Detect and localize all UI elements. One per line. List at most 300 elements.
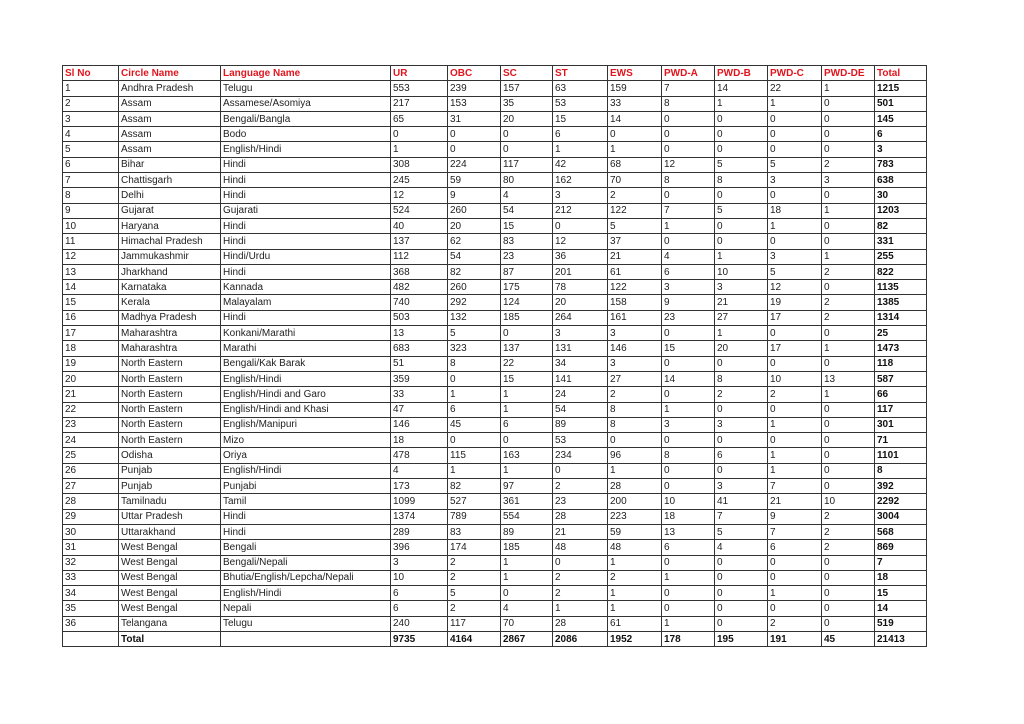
cell-total: 869 — [875, 540, 927, 555]
cell-language-name: Assamese/Asomiya — [221, 96, 391, 111]
cell-language-name: Hindi — [221, 264, 391, 279]
cell-language-name: Hindi — [221, 509, 391, 524]
cell-obc: 2 — [448, 555, 501, 570]
cell-ur: 40 — [391, 218, 448, 233]
cell-pwd-b: 2 — [715, 387, 768, 402]
cell-language-name: Hindi — [221, 524, 391, 539]
cell-ews: 122 — [608, 280, 662, 295]
cell-language-name: English/Manipuri — [221, 417, 391, 432]
cell-ur: 65 — [391, 111, 448, 126]
cell-circle-name: Assam — [119, 142, 221, 157]
cell-pwd-b: 5 — [715, 524, 768, 539]
cell-ews: 3 — [608, 356, 662, 371]
cell-sc: 6 — [501, 417, 553, 432]
cell-pwd-de: 0 — [822, 463, 875, 478]
table-row — [63, 540, 927, 555]
column-header-language-name: Language Name — [221, 66, 391, 81]
cell-pwd-c: 5 — [768, 157, 822, 172]
cell-pwd-a: 14 — [662, 371, 715, 386]
cell-ews: 1 — [608, 555, 662, 570]
table-row — [63, 371, 927, 386]
cell-sl-no: 36 — [63, 616, 119, 631]
cell-pwd-de: 10 — [822, 494, 875, 509]
cell-obc: 9 — [448, 188, 501, 203]
cell-obc: 6 — [448, 402, 501, 417]
cell-circle-name: West Bengal — [119, 540, 221, 555]
cell-pwd-a: 15 — [662, 341, 715, 356]
column-header-sc: SC — [501, 66, 553, 81]
cell-total: 568 — [875, 524, 927, 539]
cell-pwd-b: 41 — [715, 494, 768, 509]
cell-circle-name: Telangana — [119, 616, 221, 631]
cell-pwd-a: 0 — [662, 234, 715, 249]
cell-language-name: Hindi — [221, 218, 391, 233]
table-row — [63, 570, 927, 585]
cell-sc: 4 — [501, 188, 553, 203]
column-header-obc: OBC — [448, 66, 501, 81]
cell-obc: 62 — [448, 234, 501, 249]
cell-pwd-c: 3 — [768, 249, 822, 264]
cell-pwd-a: 9 — [662, 295, 715, 310]
cell-circle-name: West Bengal — [119, 570, 221, 585]
cell-language-name: English/Hindi — [221, 463, 391, 478]
cell-obc: 5 — [448, 326, 501, 341]
cell-pwd-de: 0 — [822, 280, 875, 295]
cell-language-name: Nepali — [221, 601, 391, 616]
column-header-sl-no: Sl No — [63, 66, 119, 81]
cell-sl-no: 7 — [63, 173, 119, 188]
cell-st: 234 — [553, 448, 608, 463]
cell-obc: 0 — [448, 433, 501, 448]
cell-pwd-de: 2 — [822, 310, 875, 325]
cell-sc: 0 — [501, 433, 553, 448]
cell-sc: 54 — [501, 203, 553, 218]
cell-ur: 740 — [391, 295, 448, 310]
cell-pwd-c: 2 — [768, 616, 822, 631]
cell-obc: 260 — [448, 280, 501, 295]
cell-pwd-a: 0 — [662, 356, 715, 371]
cell-st: 0 — [553, 463, 608, 478]
cell-pwd-c: 0 — [768, 570, 822, 585]
cell-pwd-a: 3 — [662, 280, 715, 295]
cell-ur: 289 — [391, 524, 448, 539]
cell-ews: 2 — [608, 570, 662, 585]
column-header-pwd-de: PWD-DE — [822, 66, 875, 81]
cell-pwd-de: 0 — [822, 601, 875, 616]
cell-ur: 173 — [391, 479, 448, 494]
cell-pwd-c: 0 — [768, 234, 822, 249]
cell-ur: 1099 — [391, 494, 448, 509]
cell-pwd-a: 0 — [662, 479, 715, 494]
cell-sc: 35 — [501, 96, 553, 111]
cell-st: 89 — [553, 417, 608, 432]
cell-ur: 482 — [391, 280, 448, 295]
cell-pwd-de: 2 — [822, 264, 875, 279]
cell-ur: 10 — [391, 570, 448, 585]
cell-obc: 0 — [448, 142, 501, 157]
cell-circle-name: Punjab — [119, 463, 221, 478]
cell-st: 1 — [553, 142, 608, 157]
total-cell-obc: 4164 — [448, 631, 501, 646]
cell-total: 1203 — [875, 203, 927, 218]
cell-ews: 1 — [608, 142, 662, 157]
cell-obc: 8 — [448, 356, 501, 371]
table-row — [63, 234, 927, 249]
cell-sc: 185 — [501, 540, 553, 555]
cell-sc: 70 — [501, 616, 553, 631]
cell-total: 1314 — [875, 310, 927, 325]
cell-circle-name: Gujarat — [119, 203, 221, 218]
cell-pwd-b: 0 — [715, 218, 768, 233]
cell-pwd-de: 1 — [822, 387, 875, 402]
cell-pwd-a: 0 — [662, 127, 715, 142]
cell-pwd-a: 8 — [662, 448, 715, 463]
cell-sl-no: 32 — [63, 555, 119, 570]
cell-sc: 361 — [501, 494, 553, 509]
cell-total: 145 — [875, 111, 927, 126]
cell-sc: 97 — [501, 479, 553, 494]
cell-language-name: Telugu — [221, 81, 391, 96]
cell-pwd-b: 27 — [715, 310, 768, 325]
cell-pwd-c: 0 — [768, 127, 822, 142]
cell-pwd-b: 0 — [715, 601, 768, 616]
cell-total: 18 — [875, 570, 927, 585]
cell-sc: 137 — [501, 341, 553, 356]
cell-pwd-de: 2 — [822, 157, 875, 172]
cell-sl-no: 19 — [63, 356, 119, 371]
cell-pwd-b: 1 — [715, 96, 768, 111]
cell-obc: 1 — [448, 463, 501, 478]
cell-st: 42 — [553, 157, 608, 172]
cell-st: 15 — [553, 111, 608, 126]
cell-sl-no: 10 — [63, 218, 119, 233]
column-header-pwd-b: PWD-B — [715, 66, 768, 81]
table-row — [63, 463, 927, 478]
total-cell-pwd-a: 178 — [662, 631, 715, 646]
cell-sc: 89 — [501, 524, 553, 539]
column-header-circle-name: Circle Name — [119, 66, 221, 81]
cell-pwd-de: 1 — [822, 341, 875, 356]
cell-total: 1101 — [875, 448, 927, 463]
cell-circle-name: North Eastern — [119, 356, 221, 371]
cell-obc: 224 — [448, 157, 501, 172]
cell-pwd-c: 0 — [768, 402, 822, 417]
cell-obc: 59 — [448, 173, 501, 188]
cell-pwd-c: 0 — [768, 188, 822, 203]
cell-sl-no: 24 — [63, 433, 119, 448]
cell-pwd-de: 0 — [822, 96, 875, 111]
cell-pwd-c: 1 — [768, 96, 822, 111]
cell-total: 71 — [875, 433, 927, 448]
cell-sc: 554 — [501, 509, 553, 524]
cell-pwd-de: 0 — [822, 218, 875, 233]
cell-sl-no: 9 — [63, 203, 119, 218]
cell-circle-name: Tamilnadu — [119, 494, 221, 509]
cell-total: 25 — [875, 326, 927, 341]
cell-language-name: Gujarati — [221, 203, 391, 218]
cell-ews: 48 — [608, 540, 662, 555]
cell-ur: 359 — [391, 371, 448, 386]
cell-ur: 12 — [391, 188, 448, 203]
cell-circle-name: North Eastern — [119, 387, 221, 402]
cell-pwd-a: 0 — [662, 111, 715, 126]
cell-obc: 527 — [448, 494, 501, 509]
table-row — [63, 402, 927, 417]
cell-pwd-a: 1 — [662, 218, 715, 233]
cell-total: 501 — [875, 96, 927, 111]
cell-pwd-c: 21 — [768, 494, 822, 509]
cell-pwd-c: 7 — [768, 524, 822, 539]
cell-st: 53 — [553, 433, 608, 448]
cell-circle-name: Chattisgarh — [119, 173, 221, 188]
cell-pwd-c: 9 — [768, 509, 822, 524]
cell-pwd-c: 19 — [768, 295, 822, 310]
cell-obc: 45 — [448, 417, 501, 432]
cell-sc: 15 — [501, 218, 553, 233]
cell-total: 14 — [875, 601, 927, 616]
cell-circle-name: Andhra Pradesh — [119, 81, 221, 96]
cell-sl-no: 34 — [63, 586, 119, 601]
vacancy-table — [62, 65, 927, 647]
cell-pwd-de: 0 — [822, 417, 875, 432]
table-row — [63, 356, 927, 371]
cell-total: 519 — [875, 616, 927, 631]
cell-ews: 3 — [608, 326, 662, 341]
cell-sl-no: 20 — [63, 371, 119, 386]
cell-st: 6 — [553, 127, 608, 142]
cell-ur: 396 — [391, 540, 448, 555]
cell-ur: 553 — [391, 81, 448, 96]
cell-obc: 54 — [448, 249, 501, 264]
table-row — [63, 326, 927, 341]
cell-pwd-b: 0 — [715, 356, 768, 371]
cell-pwd-a: 1 — [662, 570, 715, 585]
cell-pwd-b: 0 — [715, 111, 768, 126]
cell-pwd-a: 10 — [662, 494, 715, 509]
cell-pwd-b: 4 — [715, 540, 768, 555]
cell-circle-name: Haryana — [119, 218, 221, 233]
table-row — [63, 188, 927, 203]
cell-pwd-c: 17 — [768, 310, 822, 325]
cell-pwd-a: 0 — [662, 188, 715, 203]
cell-pwd-a: 0 — [662, 586, 715, 601]
table-row — [63, 173, 927, 188]
cell-ews: 2 — [608, 188, 662, 203]
cell-total: 15 — [875, 586, 927, 601]
cell-pwd-b: 0 — [715, 234, 768, 249]
cell-obc: 82 — [448, 264, 501, 279]
cell-sl-no: 30 — [63, 524, 119, 539]
cell-obc: 789 — [448, 509, 501, 524]
table-row — [63, 142, 927, 157]
cell-ews: 1 — [608, 601, 662, 616]
cell-total: 1473 — [875, 341, 927, 356]
cell-circle-name: Madhya Pradesh — [119, 310, 221, 325]
cell-sc: 163 — [501, 448, 553, 463]
cell-st: 53 — [553, 96, 608, 111]
cell-pwd-c: 0 — [768, 555, 822, 570]
cell-total: 6 — [875, 127, 927, 142]
total-cell-circle-name: Total — [119, 631, 221, 646]
cell-sl-no: 21 — [63, 387, 119, 402]
cell-circle-name: Uttar Pradesh — [119, 509, 221, 524]
total-cell-sc: 2867 — [501, 631, 553, 646]
cell-circle-name: Maharashtra — [119, 341, 221, 356]
cell-sl-no: 11 — [63, 234, 119, 249]
table-row — [63, 509, 927, 524]
cell-pwd-de: 0 — [822, 234, 875, 249]
cell-language-name: Bengali/Bangla — [221, 111, 391, 126]
cell-sl-no: 1 — [63, 81, 119, 96]
cell-ur: 112 — [391, 249, 448, 264]
cell-total: 3 — [875, 142, 927, 157]
cell-ews: 27 — [608, 371, 662, 386]
cell-total: 3004 — [875, 509, 927, 524]
cell-language-name: Bhutia/English/Lepcha/Nepali — [221, 570, 391, 585]
cell-pwd-a: 3 — [662, 417, 715, 432]
cell-pwd-c: 17 — [768, 341, 822, 356]
cell-st: 28 — [553, 616, 608, 631]
cell-sl-no: 25 — [63, 448, 119, 463]
cell-pwd-c: 7 — [768, 479, 822, 494]
cell-pwd-de: 0 — [822, 570, 875, 585]
cell-ur: 18 — [391, 433, 448, 448]
cell-total: 822 — [875, 264, 927, 279]
cell-pwd-c: 1 — [768, 417, 822, 432]
cell-sc: 15 — [501, 371, 553, 386]
cell-pwd-a: 8 — [662, 96, 715, 111]
cell-obc: 117 — [448, 616, 501, 631]
cell-language-name: English/Hindi and Khasi — [221, 402, 391, 417]
cell-total: 1135 — [875, 280, 927, 295]
table-row — [63, 448, 927, 463]
cell-total: 7 — [875, 555, 927, 570]
cell-sc: 1 — [501, 402, 553, 417]
cell-circle-name: Uttarakhand — [119, 524, 221, 539]
cell-language-name: English/Hindi — [221, 371, 391, 386]
cell-ur: 503 — [391, 310, 448, 325]
cell-pwd-a: 0 — [662, 433, 715, 448]
cell-pwd-c: 3 — [768, 173, 822, 188]
cell-language-name: Hindi — [221, 188, 391, 203]
cell-pwd-de: 2 — [822, 509, 875, 524]
cell-ur: 1374 — [391, 509, 448, 524]
cell-ews: 96 — [608, 448, 662, 463]
cell-pwd-c: 0 — [768, 142, 822, 157]
cell-st: 2 — [553, 479, 608, 494]
column-header-pwd-a: PWD-A — [662, 66, 715, 81]
cell-obc: 292 — [448, 295, 501, 310]
column-header-total: Total — [875, 66, 927, 81]
cell-pwd-b: 10 — [715, 264, 768, 279]
cell-pwd-de: 0 — [822, 111, 875, 126]
cell-sc: 1 — [501, 463, 553, 478]
cell-obc: 323 — [448, 341, 501, 356]
cell-pwd-c: 0 — [768, 326, 822, 341]
cell-sl-no: 16 — [63, 310, 119, 325]
table-row — [63, 341, 927, 356]
cell-pwd-b: 3 — [715, 479, 768, 494]
cell-total: 8 — [875, 463, 927, 478]
cell-pwd-c: 6 — [768, 540, 822, 555]
cell-total: 392 — [875, 479, 927, 494]
table-row — [63, 203, 927, 218]
cell-pwd-de: 2 — [822, 295, 875, 310]
cell-sl-no: 2 — [63, 96, 119, 111]
cell-pwd-c: 18 — [768, 203, 822, 218]
cell-total: 30 — [875, 188, 927, 203]
cell-obc: 31 — [448, 111, 501, 126]
cell-pwd-b: 8 — [715, 371, 768, 386]
cell-language-name: Konkani/Marathi — [221, 326, 391, 341]
cell-pwd-a: 23 — [662, 310, 715, 325]
cell-ews: 5 — [608, 218, 662, 233]
cell-ews: 70 — [608, 173, 662, 188]
cell-pwd-b: 5 — [715, 203, 768, 218]
cell-language-name: Hindi — [221, 310, 391, 325]
cell-language-name: Hindi/Urdu — [221, 249, 391, 264]
cell-pwd-a: 7 — [662, 203, 715, 218]
cell-pwd-de: 0 — [822, 433, 875, 448]
cell-pwd-b: 3 — [715, 417, 768, 432]
table-row — [63, 280, 927, 295]
cell-sc: 124 — [501, 295, 553, 310]
cell-pwd-a: 0 — [662, 326, 715, 341]
cell-total: 118 — [875, 356, 927, 371]
cell-circle-name: Assam — [119, 96, 221, 111]
cell-ews: 122 — [608, 203, 662, 218]
cell-obc: 153 — [448, 96, 501, 111]
cell-st: 20 — [553, 295, 608, 310]
cell-sc: 23 — [501, 249, 553, 264]
table-row — [63, 479, 927, 494]
column-header-pwd-c: PWD-C — [768, 66, 822, 81]
cell-circle-name: North Eastern — [119, 433, 221, 448]
cell-pwd-de: 0 — [822, 402, 875, 417]
cell-pwd-c: 10 — [768, 371, 822, 386]
cell-circle-name: North Eastern — [119, 402, 221, 417]
cell-st: 1 — [553, 601, 608, 616]
cell-total: 2292 — [875, 494, 927, 509]
cell-ur: 51 — [391, 356, 448, 371]
cell-pwd-a: 18 — [662, 509, 715, 524]
cell-obc: 260 — [448, 203, 501, 218]
cell-sl-no: 8 — [63, 188, 119, 203]
total-cell-language-name — [221, 631, 391, 646]
table-row — [63, 616, 927, 631]
cell-circle-name: Maharashtra — [119, 326, 221, 341]
cell-ur: 13 — [391, 326, 448, 341]
cell-pwd-b: 7 — [715, 509, 768, 524]
cell-obc: 1 — [448, 387, 501, 402]
column-header-ews: EWS — [608, 66, 662, 81]
cell-ews: 37 — [608, 234, 662, 249]
cell-ur: 478 — [391, 448, 448, 463]
cell-ur: 33 — [391, 387, 448, 402]
cell-pwd-b: 6 — [715, 448, 768, 463]
cell-language-name: Malayalam — [221, 295, 391, 310]
cell-circle-name: North Eastern — [119, 417, 221, 432]
cell-pwd-b: 0 — [715, 433, 768, 448]
cell-obc: 2 — [448, 601, 501, 616]
cell-ews: 33 — [608, 96, 662, 111]
cell-sl-no: 35 — [63, 601, 119, 616]
cell-circle-name: West Bengal — [119, 555, 221, 570]
cell-st: 23 — [553, 494, 608, 509]
total-cell-pwd-de: 45 — [822, 631, 875, 646]
cell-sc: 4 — [501, 601, 553, 616]
cell-obc: 132 — [448, 310, 501, 325]
